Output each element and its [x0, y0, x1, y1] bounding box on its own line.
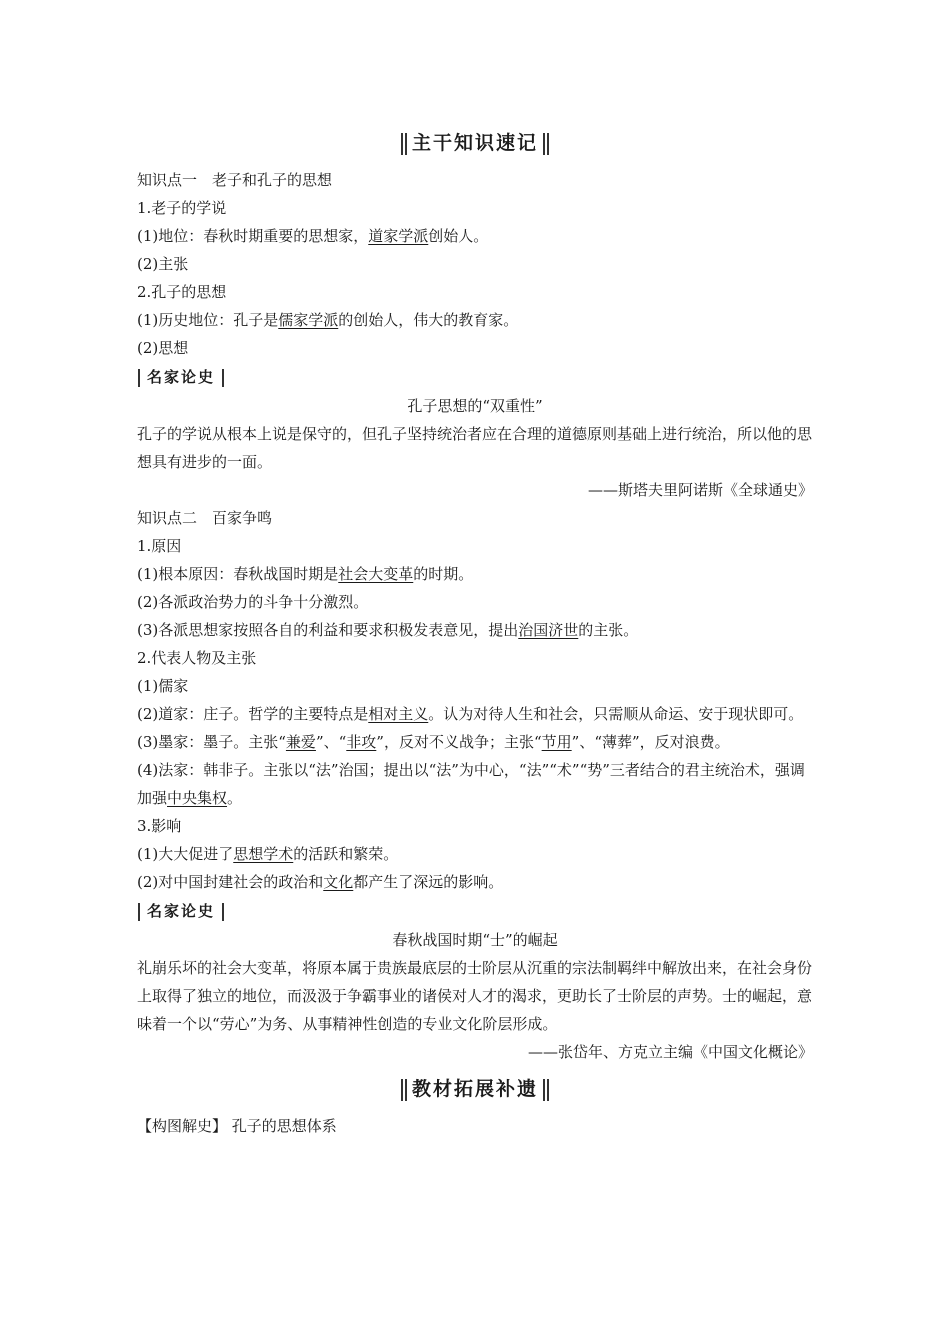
heading-bar [547, 1079, 549, 1101]
text-line: (1)地位：春秋时期重要的思想家，道家学派创始人。 [137, 227, 489, 245]
quote-title: 孔子思想的“双重性” [407, 397, 543, 415]
knowledge-point-title: 知识点一 老子和孔子的思想 [137, 171, 333, 189]
quote-tag-label: 名家论史 [147, 902, 216, 920]
quote-title: 春秋战国时期“士”的崛起 [392, 931, 558, 949]
section-title: 教材拓展补遗 [411, 1078, 538, 1100]
text-line: (1)根本原因：春秋战国时期是社会大变革的时期。 [137, 565, 474, 583]
text-paragraph: (4)法家：韩非子。主张以“法”治国；提出以“法”为中心，“法”“术”“势”三者结合的君主统治术，强调加强中央集权。 [137, 761, 805, 807]
text-line: (2)各派政治势力的斗争十分激烈。 [137, 593, 369, 611]
key-term: 道家学派 [368, 227, 429, 245]
figure-caption: 【构图解史】 孔子的思想体系 [137, 1117, 337, 1135]
heading-bar [543, 1079, 545, 1101]
key-term: 社会大变革 [338, 565, 414, 583]
sub-heading: 1.原因 [137, 537, 182, 555]
key-term: 节用 [541, 733, 572, 751]
quote-source: ——斯塔夫里阿诺斯《全球通史》 [587, 481, 813, 499]
heading-bar [401, 1079, 403, 1101]
key-term: 兼爱 [285, 733, 316, 751]
key-term: 非攻 [346, 733, 377, 751]
knowledge-point-title: 知识点二 百家争鸣 [137, 509, 273, 527]
heading-bar [401, 133, 403, 155]
quote-source: ——张岱年、方克立主编《中国文化概论》 [527, 1043, 813, 1061]
text-paragraph: (2)道家：庄子。哲学的主要特点是相对主义。认为对待人生和社会，只需顺从命运、安于现状即可。 [137, 705, 804, 723]
key-term: 治国济世 [518, 621, 579, 639]
text-line: (2)思想 [137, 339, 189, 357]
key-term: 思想学术 [233, 845, 294, 863]
text-line: (1)儒家 [137, 677, 189, 695]
quote-body: 孔子的学说从根本上说是保守的，但孔子坚持统治者应在合理的道德原则基础上进行统治，所以他的思想具有进步的一面。 [137, 425, 813, 471]
quote-tag-label: 名家论史 [147, 368, 216, 386]
key-term: 文化 [323, 873, 354, 891]
text-line: (1)历史地位：孔子是儒家学派的创始人，伟大的教育家。 [137, 311, 519, 329]
section-title: 主干知识速记 [411, 132, 538, 154]
sub-heading: 3.影响 [137, 817, 182, 835]
sub-heading: 2.孔子的思想 [137, 283, 227, 301]
quote-tag [137, 362, 813, 392]
text-line: (3)各派思想家按照各自的利益和要求积极发表意见，提出治国济世的主张。 [137, 621, 639, 639]
sub-heading: 1.老子的学说 [137, 199, 227, 217]
text-line: (1)大大促进了思想学术的活跃和繁荣。 [137, 845, 399, 863]
section-heading [137, 120, 813, 166]
sub-heading: 2.代表人物及主张 [137, 649, 257, 667]
quote-body: 礼崩乐坏的社会大变革，将原本属于贵族最底层的士阶层从沉重的宗法制羁绊中解放出来，在社会身份上取得了独立的地位，而汲汲于争霸事业的诸侯对人才的渴求，更助长了士阶层的声势。士的崛起，意味着一个以“劳心”为务、从事精神性创造的专业文化阶层形成。 [137, 959, 813, 1033]
text-line: (2)对中国封建社会的政治和文化都产生了深远的影响。 [137, 873, 504, 891]
quote-tag [137, 896, 813, 926]
document-page [137, 120, 813, 1140]
key-term: 儒家学派 [278, 311, 339, 329]
text-paragraph: (3)墨家：墨子。主张“兼爱”、“非攻”，反对不义战争；主张“节用”、“薄葬”，反对浪费。 [137, 733, 730, 751]
text-line: (2)主张 [137, 255, 189, 273]
heading-bar [405, 133, 407, 155]
heading-bar [547, 133, 549, 155]
heading-bar [405, 1079, 407, 1101]
section-heading [137, 1066, 813, 1112]
key-term: 相对主义 [368, 705, 429, 723]
key-term: 中央集权 [167, 789, 228, 807]
heading-bar [543, 133, 545, 155]
